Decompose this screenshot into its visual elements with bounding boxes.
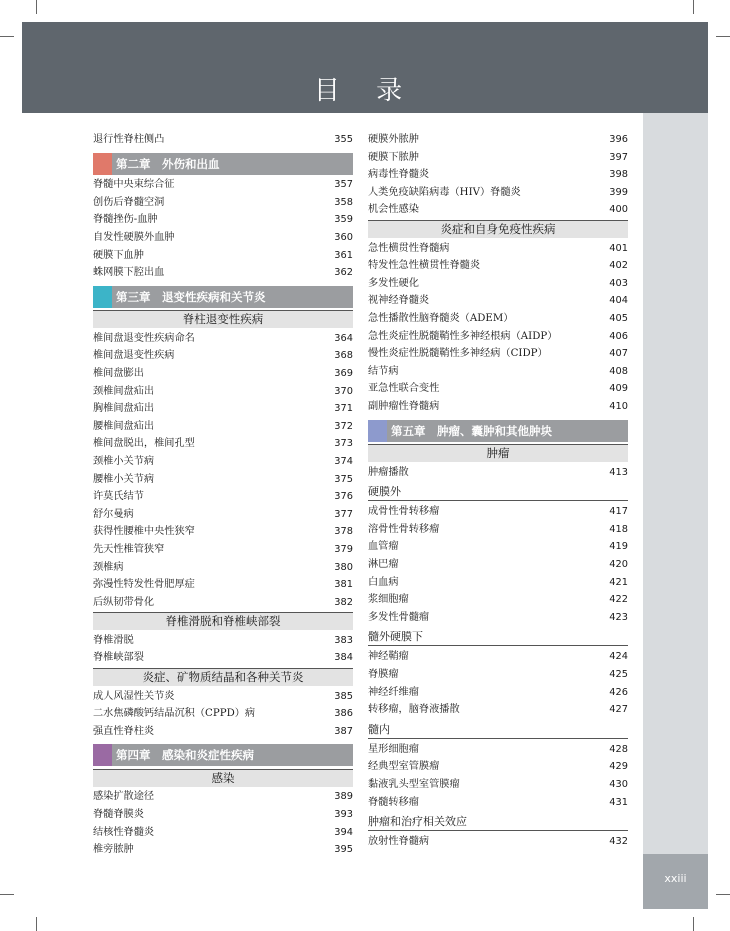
toc-entry-page: 380 <box>334 561 353 573</box>
toc-entry-title: 脊髓中央束综合征 <box>93 179 175 191</box>
toc-entry <box>368 591 628 609</box>
toc-entry-page: 403 <box>609 277 628 289</box>
toc-entry-title: 椎间盘退变性疾病 <box>93 350 175 362</box>
toc-entry-page: 431 <box>609 796 628 808</box>
toc-entry-page: 370 <box>334 385 353 397</box>
toc-entry-page: 385 <box>334 690 353 702</box>
toc-entry-title: 急性横贯性脊髓病 <box>368 242 450 254</box>
toc-entry-title: 自发性硬膜外血肿 <box>93 231 175 243</box>
chapter-color-swatch <box>93 153 112 175</box>
toc-entry-page: 407 <box>609 348 628 360</box>
toc-entry <box>368 666 628 684</box>
toc-entry <box>368 275 628 293</box>
page-number-box <box>643 854 708 909</box>
toc-entry-page: 413 <box>609 466 628 478</box>
toc-entry-title: 成人风湿性关节炎 <box>93 690 175 702</box>
toc-entry-title: 经典型室管膜瘤 <box>368 761 440 773</box>
toc-entry <box>93 523 353 541</box>
toc-entry-title: 慢性炎症性脱髓鞘性多神经病（CIDP） <box>368 348 548 360</box>
toc-entry-title: 病毒性脊髓炎 <box>368 169 430 181</box>
toc-entry-title: 神经鞘瘤 <box>368 651 409 663</box>
toc-entry-title: 脊髓转移瘤 <box>368 796 419 808</box>
toc-entry-title: 结节病 <box>368 365 399 377</box>
toc-entry <box>93 488 353 506</box>
toc-entry-title: 硬膜外脓肿 <box>368 134 419 145</box>
toc-entry-page: 400 <box>609 204 628 216</box>
toc-entry <box>368 310 628 328</box>
toc-entry-title: 颈椎小关节病 <box>93 455 155 467</box>
toc-entry-page: 386 <box>334 708 353 720</box>
toc-entry-title: 舒尔曼病 <box>93 508 134 520</box>
toc-entry-page: 417 <box>609 506 628 518</box>
toc-entry-title: 星形细胞瘤 <box>368 743 419 755</box>
toc-entry <box>93 400 353 418</box>
crop-mark <box>0 36 14 37</box>
toc-entry <box>93 418 353 436</box>
toc-entry <box>368 538 628 556</box>
toc-entry <box>368 240 628 258</box>
crop-mark <box>36 917 37 931</box>
crop-mark <box>36 0 37 14</box>
toc-entry-title: 椎间盘膨出 <box>93 367 144 379</box>
toc-entry-page: 432 <box>609 836 628 848</box>
toc-entry-page: 397 <box>609 151 628 163</box>
toc-entry-title: 胸椎间盘疝出 <box>93 403 155 415</box>
crop-mark <box>716 894 730 895</box>
toc-entry <box>93 383 353 401</box>
toc-entry-page: 402 <box>609 260 628 272</box>
toc-entry-page: 389 <box>334 791 353 803</box>
toc-entry-title: 脊椎峡部裂 <box>93 652 144 664</box>
toc-entry-page: 398 <box>609 169 628 181</box>
section-heading: 炎症和自身免疫性疾病 <box>368 220 628 238</box>
toc-entry <box>368 328 628 346</box>
toc-entry-page: 422 <box>609 594 628 606</box>
subsection-heading: 髓内 <box>368 722 628 739</box>
toc-entry <box>368 794 628 812</box>
toc-entry-page: 376 <box>334 491 353 503</box>
toc-entry-page: 359 <box>334 214 353 226</box>
toc-entry <box>93 347 353 365</box>
section-heading: 脊柱退变性疾病 <box>93 310 353 328</box>
toc-entry <box>93 688 353 706</box>
toc-entry-title: 后纵韧带骨化 <box>93 596 155 608</box>
toc-entry <box>368 131 628 149</box>
toc-entry <box>93 705 353 723</box>
toc-entry-title: 获得性腰椎中央性狭窄 <box>93 526 195 538</box>
toc-entry-page: 410 <box>609 400 628 412</box>
side-band <box>643 113 708 909</box>
toc-entry-title: 弥漫性特发性骨肥厚症 <box>93 579 195 591</box>
chapter-heading <box>93 744 353 766</box>
crop-mark <box>693 0 694 14</box>
toc-entry <box>368 345 628 363</box>
toc-entry-title: 许莫氏结节 <box>93 491 144 503</box>
toc-entry-page: 430 <box>609 778 628 790</box>
toc-entry-title: 放射性脊髓病 <box>368 836 430 848</box>
toc-entry-page: 418 <box>609 523 628 535</box>
toc-entry-page: 409 <box>609 383 628 395</box>
toc-entry <box>93 841 353 859</box>
toc-entry <box>368 684 628 702</box>
toc-entry-title: 黏液乳头型室管膜瘤 <box>368 778 460 790</box>
chapter-title: 第三章 退变性疾病和关节炎 <box>116 289 266 304</box>
toc-entry-page: 368 <box>334 350 353 362</box>
chapter-heading <box>93 153 353 175</box>
toc-entry-page: 396 <box>609 134 628 145</box>
toc-entry-page: 423 <box>609 611 628 623</box>
toc-entry-page: 393 <box>334 808 353 820</box>
toc-entry-page: 429 <box>609 761 628 773</box>
toc-entry-title: 淋巴瘤 <box>368 558 399 570</box>
toc-entry-page: 382 <box>334 596 353 608</box>
toc-entry <box>368 758 628 776</box>
toc-entry <box>368 521 628 539</box>
toc-entry <box>93 541 353 559</box>
subsection-heading: 髓外硬膜下 <box>368 629 628 646</box>
section-heading: 炎症、矿物质结晶和各种关节炎 <box>93 668 353 686</box>
toc-entry-title: 浆细胞瘤 <box>368 594 409 606</box>
toc-entry <box>368 257 628 275</box>
toc-entry-page: 401 <box>609 242 628 254</box>
toc-entry <box>93 194 353 212</box>
toc-entry-title: 创伤后脊髓空洞 <box>93 196 165 208</box>
subsection-heading: 硬膜外 <box>368 484 628 501</box>
toc-entry-page: 425 <box>609 668 628 680</box>
chapter-title: 第二章 外伤和出血 <box>116 156 220 171</box>
toc-entry <box>368 292 628 310</box>
toc-entry-title: 脊髓脊膜炎 <box>93 808 144 820</box>
toc-entry-page: 424 <box>609 651 628 663</box>
toc-entry-page: 406 <box>609 330 628 342</box>
toc-entry-title: 先天性椎管狭窄 <box>93 543 165 555</box>
toc-entry-page: 374 <box>334 455 353 467</box>
toc-entry-title: 感染扩散途径 <box>93 791 155 803</box>
toc-entry-page: 360 <box>334 231 353 243</box>
toc-entry <box>368 464 628 482</box>
toc-entry-title: 白血病 <box>368 576 399 588</box>
toc-entry-page: 357 <box>334 179 353 191</box>
toc-entry <box>93 576 353 594</box>
toc-entry <box>368 574 628 592</box>
toc-entry-page: 373 <box>334 438 353 450</box>
toc-entry-page: 358 <box>334 196 353 208</box>
toc-entry <box>368 149 628 167</box>
toc-entry <box>368 833 628 851</box>
toc-entry-page: 371 <box>334 403 353 415</box>
toc-entry-title: 颈椎病 <box>93 561 124 573</box>
toc-entry-page: 421 <box>609 576 628 588</box>
toc-entry-title: 特发性急性横贯性脊髓炎 <box>368 260 481 272</box>
toc-entry-page: 364 <box>334 332 353 344</box>
toc-entry-page: 427 <box>609 704 628 716</box>
toc-entry-title: 椎旁脓肿 <box>93 844 134 856</box>
chapter-title: 第四章 感染和炎症性疾病 <box>116 748 254 763</box>
section-heading: 脊椎滑脱和脊椎峡部裂 <box>93 612 353 630</box>
toc-entry <box>93 806 353 824</box>
toc-entry <box>368 380 628 398</box>
toc-entry-title: 神经纤维瘤 <box>368 686 419 698</box>
toc-entry <box>368 556 628 574</box>
toc-entry-page: 381 <box>334 579 353 591</box>
toc-entry <box>93 365 353 383</box>
toc-entry-title: 腰椎间盘疝出 <box>93 420 155 432</box>
toc-entry-page: 387 <box>334 725 353 737</box>
toc-entry-title: 亚急性联合变性 <box>368 383 440 395</box>
toc-entry-page: 379 <box>334 543 353 555</box>
toc-entry-title: 二水焦磷酸钙结晶沉积（CPPD）病 <box>93 708 256 720</box>
chapter-color-swatch <box>93 744 112 766</box>
toc-entry-title: 转移瘤，脑脊液播散 <box>368 704 460 716</box>
subsection-heading: 肿瘤和治疗相关效应 <box>368 814 628 831</box>
toc-entry <box>93 471 353 489</box>
toc-entry-title: 血管瘤 <box>368 541 399 553</box>
toc-entry-title: 多发性硬化 <box>368 277 419 289</box>
toc-entry-title: 颈椎间盘疝出 <box>93 385 155 397</box>
toc-entry-title: 机会性感染 <box>368 204 419 216</box>
toc-entry-title: 副肿瘤性脊髓病 <box>368 400 440 412</box>
toc-entry <box>93 247 353 265</box>
toc-entry-page: 377 <box>334 508 353 520</box>
page-number: xxiii <box>664 872 687 885</box>
toc-entry-page: 420 <box>609 558 628 570</box>
toc-entry-title: 硬膜下脓肿 <box>368 151 419 163</box>
page-title: 目 录 <box>313 76 417 106</box>
toc-entry <box>93 632 353 650</box>
toc-entry-title: 蛛网膜下腔出血 <box>93 267 165 279</box>
toc-entry-title: 肿瘤播散 <box>368 466 409 478</box>
toc-entry-page: 375 <box>334 473 353 485</box>
toc-entry <box>93 649 353 667</box>
toc-entry-page: 395 <box>334 844 353 856</box>
crop-mark <box>0 894 14 895</box>
toc-entry-page: 394 <box>334 826 353 838</box>
toc-entry <box>368 166 628 184</box>
toc-entry-page: 408 <box>609 365 628 377</box>
toc-entry <box>93 788 353 806</box>
toc-entry <box>93 723 353 741</box>
chapter-color-swatch <box>368 420 387 442</box>
toc-entry-page: 383 <box>334 634 353 646</box>
toc-entry <box>93 559 353 577</box>
section-heading: 肿瘤 <box>368 444 628 462</box>
toc-entry <box>368 503 628 521</box>
toc-entry-page: 355 <box>334 134 353 145</box>
toc-entry-title: 强直性脊柱炎 <box>93 725 155 737</box>
toc-entry <box>93 264 353 282</box>
toc-entry-title: 椎间盘脱出，椎间孔型 <box>93 438 195 450</box>
toc-entry-title: 急性炎症性脱髓鞘性多神经根病（AIDP） <box>368 330 558 342</box>
toc-entry <box>368 741 628 759</box>
toc-entry <box>368 648 628 666</box>
toc-entry <box>93 330 353 348</box>
toc-entry-title: 多发性骨髓瘤 <box>368 611 430 623</box>
toc-entry <box>368 701 628 719</box>
toc-entry-title: 脊椎滑脱 <box>93 634 134 646</box>
toc-entry-title: 脊膜瘤 <box>368 668 399 680</box>
toc-entry <box>93 824 353 842</box>
toc-entry <box>93 211 353 229</box>
toc-entry-page: 426 <box>609 686 628 698</box>
toc-entry-title: 溶骨性骨转移瘤 <box>368 523 440 535</box>
chapter-color-swatch <box>93 286 112 308</box>
header-bar <box>22 22 708 113</box>
toc-entry-page: 405 <box>609 312 628 324</box>
toc-entry-page: 384 <box>334 652 353 664</box>
chapter-heading <box>368 420 628 442</box>
toc-entry-title: 腰椎小关节病 <box>93 473 155 485</box>
toc-entry-title: 视神经脊髓炎 <box>368 295 430 307</box>
toc-entry-page: 399 <box>609 186 628 198</box>
toc-entry-page: 369 <box>334 367 353 379</box>
toc-entry-title: 结核性脊髓炎 <box>93 826 155 838</box>
crop-mark <box>693 917 694 931</box>
toc-entry-title: 急性播散性脑脊髓炎（ADEM） <box>368 312 514 324</box>
toc-entry <box>368 398 628 416</box>
chapter-heading <box>93 286 353 308</box>
toc-entry <box>93 176 353 194</box>
toc-entry-title: 脊髓挫伤-血肿 <box>93 214 158 226</box>
toc-entry-page: 372 <box>334 420 353 432</box>
toc-entry-page: 404 <box>609 295 628 307</box>
toc-entry <box>368 184 628 202</box>
toc-entry-page: 362 <box>334 267 353 279</box>
toc-entry <box>368 201 628 219</box>
toc-entry <box>368 776 628 794</box>
toc-entry-title: 椎间盘退变性疾病命名 <box>93 332 195 344</box>
toc-entry-page: 428 <box>609 743 628 755</box>
toc-entry <box>93 229 353 247</box>
toc-entry-page: 378 <box>334 526 353 538</box>
toc-entry <box>93 506 353 524</box>
toc-entry-title: 硬膜下血肿 <box>93 249 144 261</box>
toc-entry-title: 人类免疫缺陷病毒（HIV）脊髓炎 <box>368 186 521 198</box>
toc-entry-title: 退行性脊柱侧凸 <box>93 134 165 145</box>
toc-entry <box>368 363 628 381</box>
toc-entry <box>368 609 628 627</box>
chapter-title: 第五章 肿瘤、囊肿和其他肿块 <box>391 423 552 438</box>
crop-mark <box>716 36 730 37</box>
toc-entry <box>93 131 353 149</box>
toc-entry-title: 成骨性骨转移瘤 <box>368 506 440 518</box>
toc-entry <box>93 594 353 612</box>
toc-entry <box>93 453 353 471</box>
toc-entry <box>93 435 353 453</box>
toc-entry-page: 419 <box>609 541 628 553</box>
toc-entry-page: 361 <box>334 249 353 261</box>
section-heading: 感染 <box>93 769 353 787</box>
